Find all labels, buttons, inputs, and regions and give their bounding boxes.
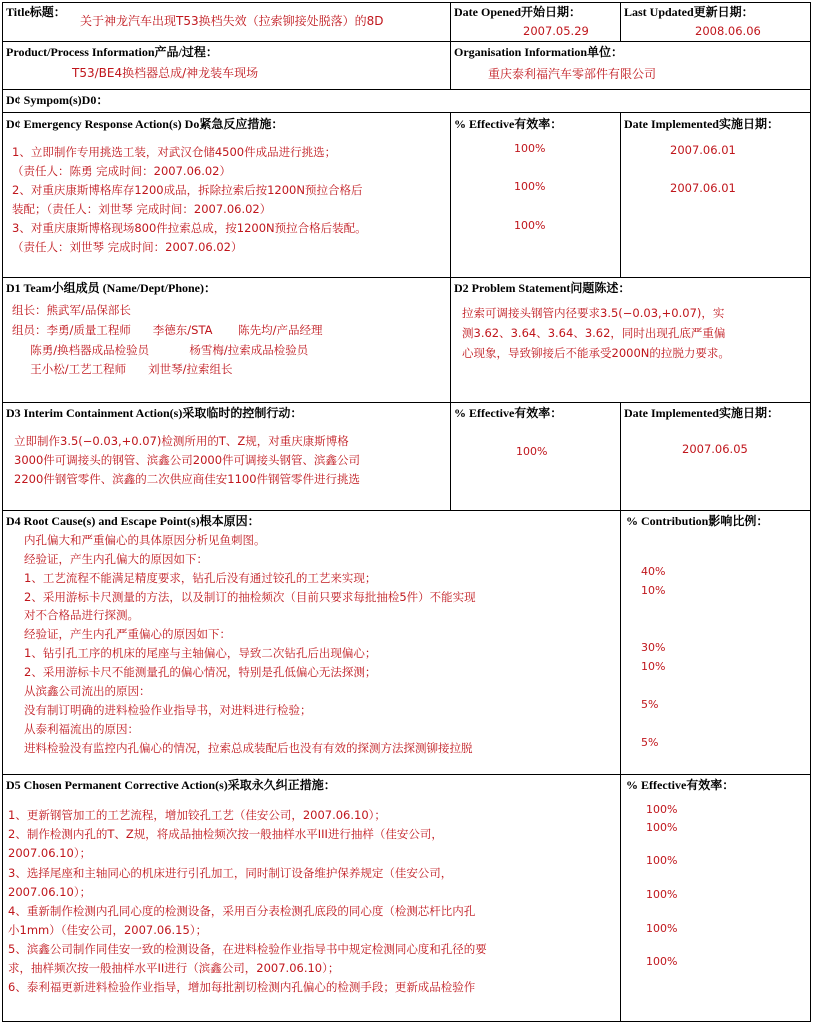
d5-action-line: 2007.06.10）；	[8, 846, 92, 860]
d4-root-cause-line: 1、钻引孔工序的机床的尾座与主轴偏心，导致二次钻孔后出现偏心；	[24, 646, 377, 660]
d0-emergency-line: （责任人：刘世琴 完成时间：2007.06.02）	[12, 240, 243, 254]
d0-emergency-line: 2、对重庆康斯博格库存1200成品，拆除拉索后按1200N预拉合格后	[12, 183, 363, 197]
d0-emergency-line: 1、立即制作专用挑选工装，对武汉仓储4500件成品进行挑选；	[12, 145, 337, 159]
d5-action-line: 小1mm）（佳安公司，2007.06.15）；	[8, 923, 208, 937]
d4-root-cause-line: 内孔偏大和严重偏心的具体原因分析见鱼刺图。	[24, 533, 266, 547]
d4-root-cause-line: 2、采用游标卡尺测量的方法，以及制订的抽检频次（目前只要求每批抽检5件）不能实现	[24, 590, 476, 604]
d5-effective-value: 100%	[646, 821, 678, 834]
d5-action-line: 2、制作检测内孔的T、Z规，将成品抽检频次按一般抽样水平III进行抽样（佳安公司，	[8, 827, 443, 841]
d4-root-cause-line: 1、工艺流程不能满足精度要求，钻孔后没有通过铰孔的工艺来实现；	[24, 571, 377, 585]
d0-implemented-cell	[620, 112, 811, 278]
d4-contribution-label: % Contribution影响比例：	[626, 514, 769, 528]
d3-implemented-value: 2007.06.05	[682, 442, 748, 456]
date-opened-label: Date Opened开始日期：	[454, 5, 581, 19]
d2-problem-label: D2 Problem Statement问题陈述：	[454, 281, 631, 295]
d2-problem-line: 测3.62、3.64、3.64、3.62，同时出现孔底严重偏	[462, 326, 726, 340]
d0-effective-value: 100%	[514, 219, 546, 232]
d4-contribution-value: 10%	[641, 584, 666, 597]
d4-root-cause-line: 对不合格品进行探测。	[24, 608, 139, 622]
product-value: T53/BE4换档器总成/神龙装车现场	[72, 66, 259, 80]
d0-emergency-label: D¢ Emergency Response Action(s) Do紧急反应措施：	[6, 117, 284, 131]
d5-action-line: 1、更新钢管加工的工艺流程，增加铰孔工艺（佳安公司，2007.06.10）；	[8, 808, 386, 822]
d2-problem-line: 拉索可调接头钢管内径要求3.5(−0.03,+0.07)，实	[462, 306, 725, 320]
d4-root-cause-line: 经验证，产生内孔严重偏心的原因如下：	[24, 627, 231, 641]
d0-emergency-line: 装配；（责任人：刘世琴 完成时间：2007.06.02）	[12, 202, 272, 216]
d1-team-line: 陈勇/换档器成品检验员 杨雪梅/拉索成品检验员	[12, 343, 309, 357]
d5-action-line: 4、重新制作检测内孔同心度的检测设备，采用百分表检测孔底段的同心度（检测芯杆比内孔	[8, 904, 476, 918]
d3-interim-line: 3000件可调接头的钢管、滨鑫公司2000件可调接头钢管、滨鑫公司	[14, 453, 361, 467]
d4-contribution-value: 30%	[641, 641, 666, 654]
d3-interim-label: D3 Interim Containment Action(s)采取临时的控制行动：	[6, 406, 303, 420]
d1-team-line: 王小松/工艺工程师 刘世琴/拉索组长	[12, 362, 233, 376]
d1-team-label: D1 Team小组成员 (Name/Dept/Phone)：	[6, 281, 216, 295]
d0-implemented-label: Date Implemented实施日期：	[624, 117, 779, 131]
d5-effective-value: 100%	[646, 955, 678, 968]
d0-emergency-line: （责任人：陈勇 完成时间：2007.06.02）	[12, 164, 231, 178]
d4-contribution-value: 10%	[641, 660, 666, 673]
last-updated-label: Last Updated更新日期：	[624, 5, 754, 19]
d4-root-cause-line: 没有制订明确的进料检验作业指导书，对进料进行检验；	[24, 703, 312, 717]
d3-effective-label: % Effective有效率：	[454, 406, 563, 420]
d5-effective-label: % Effective有效率：	[626, 778, 735, 792]
d4-root-cause-line: 从滨鑫公司流出的原因：	[24, 684, 151, 698]
d3-implemented-label: Date Implemented实施日期：	[624, 406, 779, 420]
date-opened-value: 2007.05.29	[523, 24, 589, 38]
d4-root-cause-line: 进料检验没有监控内孔偏心的情况，拉索总成装配后也没有有效的探测方法探测铆接拉脱	[24, 741, 473, 755]
d5-effective-value: 100%	[646, 854, 678, 867]
d0-effective-value: 100%	[514, 180, 546, 193]
d4-contribution-value: 5%	[641, 736, 659, 749]
d4-root-cause-line: 2、采用游标卡尺不能测量孔的偏心情况，特别是孔低偏心无法探测；	[24, 665, 377, 679]
d5-permanent-action-label: D5 Chosen Permanent Corrective Action(s)采取永久纠正措施：	[6, 778, 336, 792]
d0-effective-label: % Effective有效率：	[454, 117, 563, 131]
d3-interim-line: 立即制作3.5(−0.03,+0.07)检测所用的T、Z规，对重庆康斯博格	[14, 434, 349, 448]
d1-team-line: 组员：李勇/质量工程师 李德东/STA 陈先均/产品经理	[12, 323, 323, 337]
d5-action-line: 3、选择尾座和主轴同心的机床进行引孔加工，同时制订设备维护保养规定（佳安公司，	[8, 866, 453, 880]
d5-effective-value: 100%	[646, 888, 678, 901]
d5-action-line: 6、泰利福更新进料检验作业指导，增加每批割切检测内孔偏心的检测手段；更新成品检验作	[8, 980, 476, 994]
d4-contribution-value: 5%	[641, 698, 659, 711]
d4-root-cause-line: 从泰利福流出的原因：	[24, 722, 139, 736]
title-label: Title标题：	[6, 5, 66, 19]
d3-effective-value: 100%	[516, 445, 548, 458]
organisation-value: 重庆泰利福汽车零部件有限公司	[488, 67, 657, 81]
d0-effective-cell	[450, 112, 621, 278]
d5-action-line: 5、滨鑫公司制作同佳安一致的检测设备，在进料检验作业指导书中规定检测同心度和孔径的要	[8, 942, 487, 956]
d1-team-line: 组长：熊武军/品保部长	[12, 303, 131, 317]
d4-root-cause-label: D4 Root Cause(s) and Escape Point(s)根本原因：	[6, 514, 260, 528]
d4-contribution-value: 40%	[641, 565, 666, 578]
d3-interim-line: 2200件钢管零件、滨鑫的二次供应商佳安1100件钢管零件进行挑选	[14, 472, 361, 486]
organisation-label: Organisation Information单位：	[454, 45, 624, 59]
d0-implemented-value: 2007.06.01	[670, 143, 736, 157]
d4-root-cause-line: 经验证，产生内孔偏大的原因如下：	[24, 552, 208, 566]
d0-emergency-line: 3、对重庆康斯博格现场800件拉索总成，按1200N预拉合格后装配。	[12, 221, 367, 235]
d0-effective-value: 100%	[514, 142, 546, 155]
product-label: Product/Process Information产品/过程：	[6, 45, 218, 59]
d0-implemented-value: 2007.06.01	[670, 181, 736, 195]
d5-action-line: 2007.06.10）；	[8, 885, 92, 899]
d5-effective-value: 100%	[646, 803, 678, 816]
last-updated-value: 2008.06.06	[695, 24, 761, 38]
d5-action-line: 求，抽样频次按一般抽样水平II进行（滨鑫公司，2007.06.10）；	[8, 961, 340, 975]
title-value: 关于神龙汽车出现T53换档失效（拉索铆接处脱落）的8D	[80, 14, 384, 28]
d0-symptom-cell	[2, 89, 811, 113]
d5-effective-value: 100%	[646, 922, 678, 935]
d0-symptom-label: D¢ Sympom(s)D0：	[6, 93, 109, 107]
d2-problem-line: 心现象，导致铆接后不能承受2000N的拉脱力要求。	[462, 346, 730, 360]
